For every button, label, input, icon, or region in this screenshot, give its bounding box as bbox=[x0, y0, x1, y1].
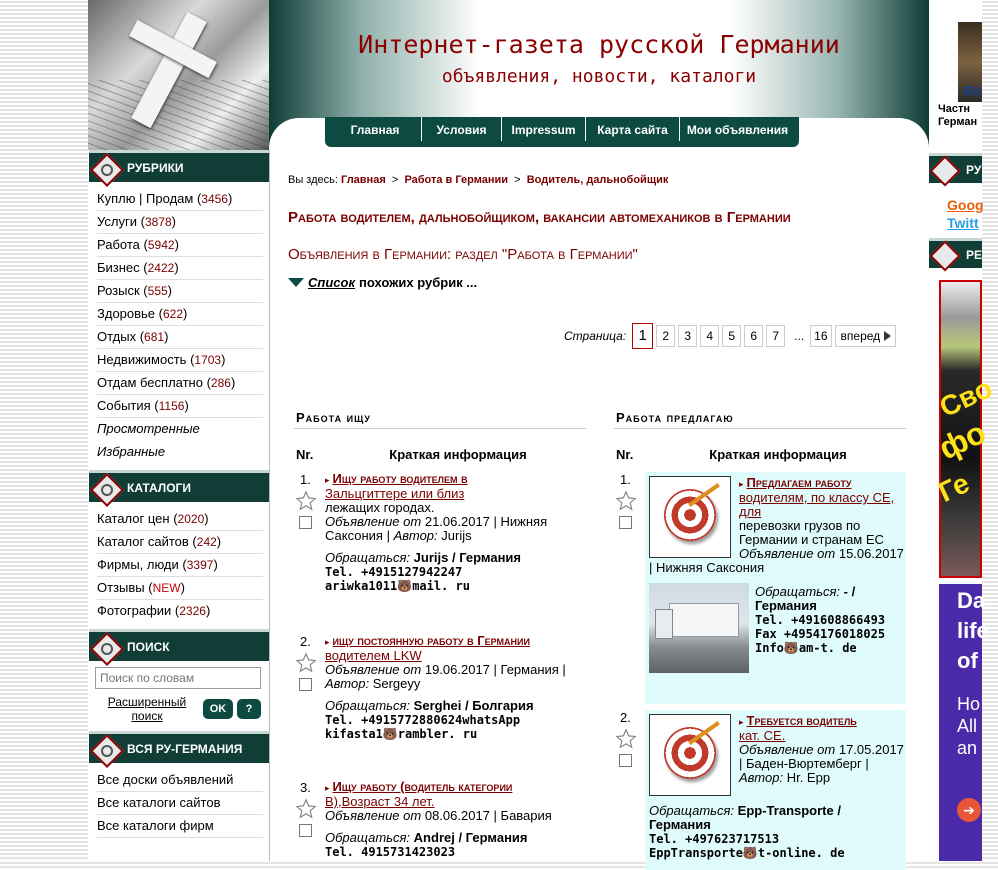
similar-list-link[interactable]: Список bbox=[308, 275, 356, 290]
page-title: Работа водителем, дальнобойщиком, вакансии автомехаников в Германии bbox=[288, 209, 791, 226]
list-item: 2. ▸ Требуется водитель кат. CE. Объявление от 17.05.2017 | Баден-Вюртемберг | Автор: Hr. Epp Обращаться: Epp-Transporte / Германия Tel. +497623717513 EppTransporte🐻t-online. de bbox=[614, 710, 906, 870]
top-nav bbox=[325, 117, 799, 147]
ad-title-link-2[interactable]: В),Возраст 34 лет. bbox=[325, 794, 435, 809]
list-item: 2. ▸ ищу постоянную работу в Германии водителем LKW Объявление от 19.06.2017 | Германия | Автор: Sergeyy Обращаться: Serghei / Болгария Tel. +4915772880624whatsApp kifasta1🐻rambler. ru bbox=[294, 634, 586, 780]
catalog-photos[interactable]: Фотографии (2326) bbox=[97, 603, 211, 618]
catalog-firms[interactable]: Фирмы, люди (3397) bbox=[97, 554, 263, 577]
site-title[interactable]: Интернет-газета русской Германии bbox=[358, 30, 840, 59]
ad-title-link-2[interactable]: водителем LKW bbox=[325, 648, 422, 663]
search-title: ПОИСК bbox=[127, 639, 170, 654]
ad-body: ▸ Предлагаем работу водителям, по классу CE, для перевозки грузов по Германии и странам ЕС Объявление от 15.06.2017 | Нижняя Саксония Обращаться: - / Германия Tel. +491608866493 Fax +4954176018025 Info🐻am-t. de bbox=[645, 472, 906, 704]
truck-trailer bbox=[669, 603, 739, 637]
rubric-realty[interactable]: Недвижимость (1703) bbox=[97, 349, 263, 372]
header-photo bbox=[88, 0, 269, 150]
offer-table-header: Nr. Краткая информация bbox=[616, 447, 847, 462]
select-checkbox[interactable] bbox=[299, 516, 312, 529]
page-7[interactable]: 7 bbox=[766, 325, 785, 347]
ad-title-link[interactable]: ищу постоянную работу в Германии bbox=[332, 633, 530, 648]
catalogs-header bbox=[89, 470, 269, 502]
star-icon[interactable] bbox=[295, 652, 317, 674]
ad-banner-photo[interactable]: Сво фо Ге bbox=[939, 280, 982, 578]
offer-column bbox=[614, 410, 906, 870]
right-column bbox=[929, 0, 997, 861]
catalog-prices[interactable]: Каталог цен (2020) bbox=[97, 508, 263, 531]
compass-icon bbox=[93, 157, 121, 179]
list-item: 1. ▸ Ищу работу водителем в Зальцгиттере или близ лежащих городах. Объявление от 21.06.2017 | Нижняя Саксония | Автор: Jurijs Обращаться: Jurijs / Германия Tel. +4915127942247 ariwka1011🐻mail. ru bbox=[294, 472, 586, 634]
rubrics-list bbox=[89, 182, 269, 470]
compass-icon bbox=[93, 636, 121, 658]
rubric-services[interactable]: Услуги (3878) bbox=[97, 211, 263, 234]
page-subtitle: Объявления в Германии: раздел "Работа в Германии" bbox=[288, 246, 638, 263]
similar-rubrics: Список похожих рубрик ... bbox=[288, 275, 477, 290]
ad-contact: Обращаться: Jurijs / Германия Tel. +4915127942247 ariwka1011🐻mail. ru bbox=[325, 550, 522, 593]
nav-impressum[interactable]: Impressum bbox=[501, 117, 585, 141]
allru-header bbox=[89, 731, 269, 763]
newspaper-texture bbox=[88, 80, 269, 150]
ad-body: ▸ Ищу работу (водитель категории В),Возраст 34 лет. Объявление от 08.06.2017 | Бавария Обращаться: Andrej / Германия Tel. 4915731423023 bbox=[325, 780, 586, 859]
twitter-link[interactable]: Twitt bbox=[947, 215, 979, 231]
target-image[interactable] bbox=[649, 714, 731, 796]
ad-body: ▸ ищу постоянную работу в Германии водителем LKW Объявление от 19.06.2017 | Германия | Автор: Sergeyy Обращаться: Serghei / Болгария Tel. +4915772880624whatsApp kifasta1🐻rambler. ru bbox=[325, 634, 586, 741]
arrow-right-icon[interactable]: ➔ bbox=[957, 798, 981, 822]
rubric-favorites[interactable]: Избранные bbox=[97, 444, 166, 459]
rubric-health[interactable]: Здоровье (622) bbox=[97, 303, 263, 326]
rubric-search[interactable]: Розыск (555) bbox=[97, 280, 263, 303]
ad-body: ▸ Ищу работу водителем в Зальцгиттере или близ лежащих городах. Объявление от 21.06.2017 | Нижняя Саксония | Автор: Jurijs Обращаться: Jurijs / Германия Tel. +4915127942247 ariwka1011🐻mail. ru bbox=[325, 472, 586, 593]
allru-sites[interactable]: Все каталоги сайтов bbox=[97, 792, 263, 815]
catalogs-list bbox=[89, 502, 269, 629]
star-icon[interactable] bbox=[615, 490, 637, 512]
ad-title-link[interactable]: Ищу работу водителем в bbox=[332, 471, 468, 486]
search-ok-button[interactable]: OK bbox=[203, 699, 233, 719]
compass-icon bbox=[93, 738, 121, 760]
bullet-icon: ▸ bbox=[739, 479, 744, 489]
next-page-button[interactable]: вперед bbox=[835, 325, 897, 347]
catalog-sites[interactable]: Каталог сайтов (242) bbox=[97, 531, 263, 554]
rubric-free[interactable]: Отдам бесплатно (286) bbox=[97, 372, 263, 395]
right-section-header-2: РЕ bbox=[929, 238, 982, 268]
nav-home[interactable]: Главная bbox=[350, 123, 400, 137]
rubrics-header bbox=[89, 150, 269, 182]
sidebar-divider bbox=[269, 150, 270, 861]
ad-contact: Обращаться: Serghei / Болгария Tel. +4915772880624whatsApp kifasta1🐻rambler. ru bbox=[325, 698, 534, 741]
select-checkbox[interactable] bbox=[619, 754, 632, 767]
top-right-banner[interactable]: EU bbox=[958, 22, 982, 102]
advanced-search-link[interactable]: Расширенный поиск bbox=[107, 695, 187, 723]
breadcrumb-current: Водитель, дальнобойщик bbox=[526, 174, 669, 186]
nav-sitemap[interactable]: Карта сайта bbox=[585, 117, 679, 141]
allru-list bbox=[89, 763, 269, 844]
target-icon bbox=[664, 727, 716, 779]
page-1[interactable]: 1 bbox=[632, 323, 653, 349]
truck-cab bbox=[655, 609, 673, 639]
ad-title-link-2[interactable]: Зальцгиттере или близ bbox=[325, 486, 465, 501]
breadcrumb: Вы здесь: Главная > Работа в Германии > Водитель, дальнобойщик bbox=[288, 174, 669, 186]
allru-firms[interactable]: Все каталоги фирм bbox=[97, 815, 263, 838]
site-subtitle: объявления, новости, каталоги bbox=[441, 66, 757, 87]
compass-icon bbox=[932, 159, 958, 181]
left-sidebar bbox=[89, 150, 269, 844]
search-input[interactable] bbox=[95, 667, 261, 689]
ad-title-link[interactable]: Требуется водитель bbox=[746, 713, 857, 728]
search-help-button[interactable]: ? bbox=[237, 699, 261, 719]
google-link[interactable]: Goog bbox=[947, 197, 984, 213]
page bbox=[88, 0, 997, 861]
ad-title-link[interactable]: Предлагаем работу bbox=[746, 475, 852, 490]
nav-terms[interactable]: Условия bbox=[421, 117, 501, 141]
search-actions bbox=[95, 695, 263, 723]
rubric-viewed[interactable]: Просмотренные bbox=[97, 421, 200, 436]
catalog-reviews[interactable]: Отзывы (NEW) bbox=[97, 577, 263, 600]
bullet-icon: ▸ bbox=[325, 783, 330, 793]
select-checkbox[interactable] bbox=[299, 824, 312, 837]
list-item: 3. ▸ Ищу работу (водитель категории В),Возраст 34 лет. Объявление от 08.06.2017 | Бавария Обращаться: Andrej / Германия Tel. 4915731423023 bbox=[294, 780, 586, 870]
ad-contact: Обращаться: Epp-Transporte / Германия Tel. +497623717513 EppTransporte🐻t-online. de bbox=[649, 803, 845, 860]
page-6[interactable]: 6 bbox=[744, 325, 763, 347]
page-last[interactable]: 16 bbox=[810, 325, 831, 347]
arrow-right-icon bbox=[884, 331, 891, 341]
rubric-events[interactable]: События (1156) bbox=[97, 395, 263, 418]
seek-header: Работа ищу bbox=[294, 410, 586, 429]
top-right-text: Частн Герман bbox=[938, 103, 978, 128]
rubrics-title: РУБРИКИ bbox=[127, 160, 184, 175]
ad-contact: Обращаться: Andrej / Германия Tel. 4915731423023 bbox=[325, 830, 528, 859]
target-image[interactable] bbox=[649, 476, 731, 558]
compass-icon bbox=[93, 477, 121, 499]
seek-table-header: Nr. Краткая информация bbox=[296, 447, 527, 462]
page-3[interactable]: 3 bbox=[678, 325, 697, 347]
breadcrumb-section[interactable]: Работа в Германии bbox=[404, 174, 509, 186]
bullet-icon: ▸ bbox=[325, 475, 330, 485]
star-icon[interactable] bbox=[295, 490, 317, 512]
ad-banner-purple[interactable]: Da life of Ho All an ➔ bbox=[939, 584, 982, 861]
pagination: Страница: 1 2 3 4 5 6 7 ... 16 вперед bbox=[564, 323, 896, 349]
search-header bbox=[89, 629, 269, 661]
compass-icon bbox=[932, 244, 958, 266]
select-checkbox[interactable] bbox=[619, 516, 632, 529]
page-4[interactable]: 4 bbox=[700, 325, 719, 347]
ad-contact: Обращаться: - / Германия Tel. +491608866493 Fax +4954176018025 Info🐻am-t. de bbox=[755, 584, 886, 655]
offer-header: Работа предлагаю bbox=[614, 410, 906, 429]
catalogs-title: КАТАЛОГИ bbox=[127, 480, 191, 495]
rubric-buy-sell[interactable]: Куплю | Продам (3456) bbox=[97, 188, 263, 211]
star-icon[interactable] bbox=[295, 798, 317, 820]
ad-title-link-2[interactable]: водителям, по классу CE, для bbox=[739, 490, 895, 519]
nav-my-ads[interactable]: Мои объявления bbox=[679, 117, 795, 141]
page-5[interactable]: 5 bbox=[722, 325, 741, 347]
page-2[interactable]: 2 bbox=[656, 325, 675, 347]
right-section-header: РУ bbox=[929, 153, 982, 183]
select-checkbox[interactable] bbox=[299, 678, 312, 691]
truck-photo[interactable] bbox=[649, 583, 749, 673]
allru-title: ВСЯ РУ-ГЕРМАНИЯ bbox=[127, 741, 243, 756]
rubric-leisure[interactable]: Отдых (681) bbox=[97, 326, 263, 349]
social-links bbox=[947, 196, 984, 232]
ad-body: ▸ Требуется водитель кат. CE. Объявление от 17.05.2017 | Баден-Вюртемберг | Автор: Hr. Epp Обращаться: Epp-Transporte / Германия Tel. +497623717513 EppTransporte🐻t-online. de bbox=[645, 710, 906, 870]
bullet-icon: ▸ bbox=[739, 717, 744, 727]
seek-column bbox=[294, 410, 586, 870]
target-icon bbox=[664, 489, 716, 541]
triangle-down-icon bbox=[288, 278, 304, 287]
ad-title-link-2[interactable]: кат. CE. bbox=[739, 728, 786, 743]
rubric-work[interactable]: Работа (5942) bbox=[97, 234, 263, 257]
breadcrumb-home[interactable]: Главная bbox=[341, 174, 386, 186]
bullet-icon: ▸ bbox=[325, 637, 330, 647]
rubric-business[interactable]: Бизнес (2422) bbox=[97, 257, 263, 280]
list-item: 1. ▸ Предлагаем работу водителям, по классу CE, для перевозки грузов по Германии и странам ЕС Объявление от 15.06.2017 | Нижняя Саксония Обращаться: - / Германия Tel. +491608866493 Fax +4954176018025 Info🐻am-t. de bbox=[614, 472, 906, 710]
star-icon[interactable] bbox=[615, 728, 637, 750]
search-box bbox=[89, 661, 269, 731]
allru-boards[interactable]: Все доски объявлений bbox=[97, 769, 263, 792]
ad-title-link[interactable]: Ищу работу (водитель категории bbox=[332, 779, 513, 794]
